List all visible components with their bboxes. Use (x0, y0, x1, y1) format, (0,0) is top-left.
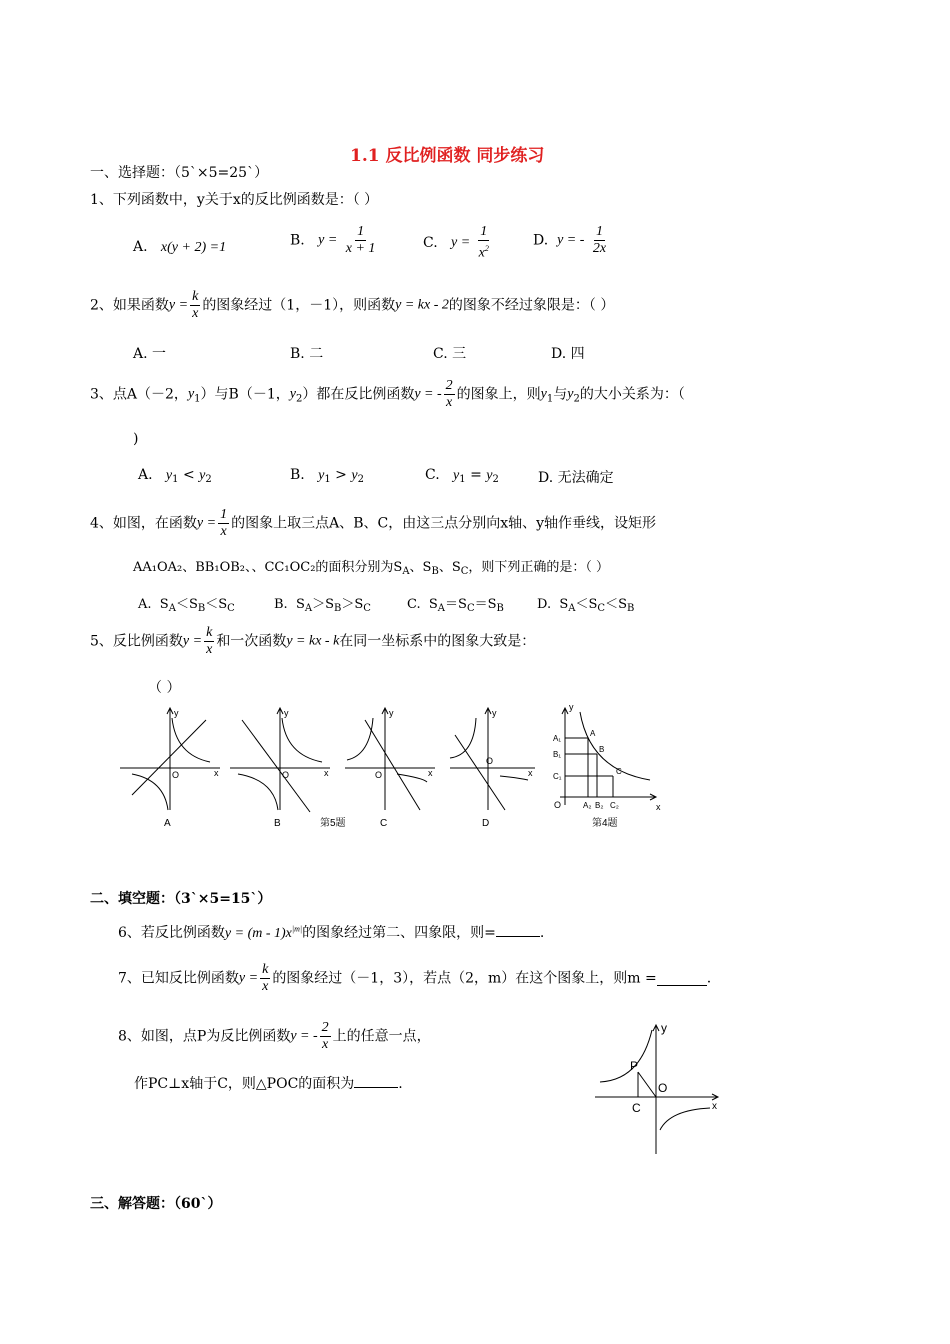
fig4-a2: A₂ (583, 801, 592, 810)
q5-graphs-figure (110, 700, 670, 835)
fig4-y-label: y (569, 702, 574, 712)
graph-a-label: A (164, 818, 171, 829)
graph-c-y-label: y (389, 708, 394, 718)
fig4-c2: C₂ (610, 801, 619, 810)
question-4-text: 4、如图，在函数y = $\frac{1}{x}$ 的图象上取三点A、B、C，由这三点分别向x轴、y轴作垂线，设矩形 (90, 507, 657, 539)
q8-origin: O (658, 1081, 668, 1095)
q3-option-a: A. $y_1 < y_2$ (138, 467, 212, 485)
graph-b-label: B (274, 818, 281, 829)
graph-c (345, 708, 435, 810)
q2-option-c: C. 三 (433, 346, 467, 362)
question-8-line2: 作PC⊥x轴于C，则△POC的面积为 . (134, 1073, 403, 1091)
q3-option-c: C. $y_1 = y_2$ (425, 467, 499, 485)
q8-answer-blank[interactable] (354, 1073, 398, 1088)
q1-option-d: D. y = - $\frac{1}{2x}$ (533, 224, 607, 256)
graph-a-y-label: y (174, 708, 179, 718)
question-4-line2: AA₁OA₂、BB₁OB₂、、CC₁OC₂的面积分别为$S_A$、$S_B$、$S_C$，则下列正确的是：（ ） (133, 560, 610, 577)
q2-option-b: B. 二 (290, 346, 324, 362)
q3-option-d: D. 无法确定 (538, 470, 614, 486)
question-5-text: 5、反比例函数y = $\frac{k}{x}$ 和一次函数y = kx - k在同一坐标系中的图象大致是： (90, 625, 536, 657)
figure-4 (560, 708, 656, 805)
q8-figure (590, 1020, 730, 1160)
section-fill-heading: 二、填空题：（3`×5=15`） (90, 891, 272, 907)
graph-b (230, 708, 330, 812)
section-choice-heading: 一、选择题：（5`×5=25`） (90, 165, 269, 181)
question-7-text: 7、已知反比例函数y = $\frac{k}{x}$ 的图象经过（－1，3），若点（2，m）在这个图象上，则m = . (118, 962, 712, 994)
q7-answer-blank[interactable] (657, 971, 707, 986)
q4-option-d: D. $S_A<S_C<S_B$ (537, 597, 635, 614)
graph-a (120, 708, 220, 810)
graph-d-label: D (482, 818, 490, 829)
graph-c-origin: O (375, 770, 383, 780)
caption-q5: 第5题 (320, 818, 346, 829)
graph-d-origin: O (486, 756, 494, 766)
q3-option-b: B. $y_1 > y_2$ (290, 467, 364, 485)
question-3-text: 3、点A（－2，$y_1$）与B（－1，$y_2$）都在反比例函数y = - $\frac{2}{x}$ 的图象上，则$y_1$与$y_2$的大小关系为：（ (90, 378, 685, 410)
q8-x-label: x (712, 1101, 717, 1112)
question-5-answer-paren: （ ） (148, 680, 181, 696)
question-1-text: 1、下列函数中，y关于x的反比例函数是：（ ） (90, 192, 379, 208)
graph-d-x-label: x (528, 768, 533, 778)
q2-option-a: A. 一 (133, 346, 167, 362)
q2-option-d: D. 四 (551, 346, 585, 362)
q1-option-b: B. y = $\frac{1}{x + 1}$ (290, 224, 376, 256)
fig4-a1: A₁ (553, 734, 562, 743)
section-answer-heading: 三、解答题：（60`） (90, 1196, 222, 1212)
fig4-b1: B₁ (553, 750, 562, 759)
q8-point-p: P (630, 1059, 639, 1073)
fig4-c1: C₁ (553, 772, 562, 781)
q8-point-c: C (632, 1101, 641, 1115)
fig4-a: A (590, 729, 596, 738)
graph-a-x-label: x (214, 768, 219, 778)
fig4-b: B (599, 745, 605, 754)
graph-b-x-label: x (324, 768, 329, 778)
question-8-text: 8、如图，点P为反比例函数y = - $\frac{2}{x}$ 上的任意一点， (118, 1020, 431, 1052)
q4-option-c: C. $S_A=S_C=S_B$ (407, 597, 504, 614)
q4-option-a: A. $S_A<S_B<S_C$ (138, 597, 235, 614)
page-title: 1.1 反比例函数 同步练习 (350, 146, 545, 166)
question-3-continuation: ) (133, 431, 139, 447)
q1-option-c: C. y = $\frac{1}{x^2}$ (423, 224, 489, 261)
question-6-text: 6、若反比例函数$y = (m - 1)x^{|m|}$的图象经过第二、四象限，则= . (118, 922, 544, 941)
graph-a-origin: O (172, 770, 180, 780)
graph-b-y-label: y (284, 708, 289, 718)
q1-option-a: A. x(y + 2) =1 (133, 239, 227, 255)
graph-d-y-label: y (492, 708, 497, 718)
graph-c-label: C (380, 818, 388, 829)
caption-q4: 第4题 (592, 818, 618, 829)
q4-option-b: B. $S_A>S_B>S_C$ (274, 597, 371, 614)
graph-b-origin: O (282, 770, 290, 780)
q6-answer-blank[interactable] (496, 922, 540, 937)
fig4-origin: O (554, 800, 562, 810)
q8-y-label: y (661, 1021, 667, 1035)
fig4-x-label: x (656, 802, 661, 812)
question-2-text: 2、如果函数y = $\frac{k}{x}$ 的图象经过（1，－1），则函数y = kx - 2的图象不经过象限是：（ ） (90, 289, 615, 321)
fig4-b2: B₂ (595, 801, 604, 810)
graph-c-x-label: x (428, 768, 433, 778)
fig4-c: C (616, 767, 622, 776)
